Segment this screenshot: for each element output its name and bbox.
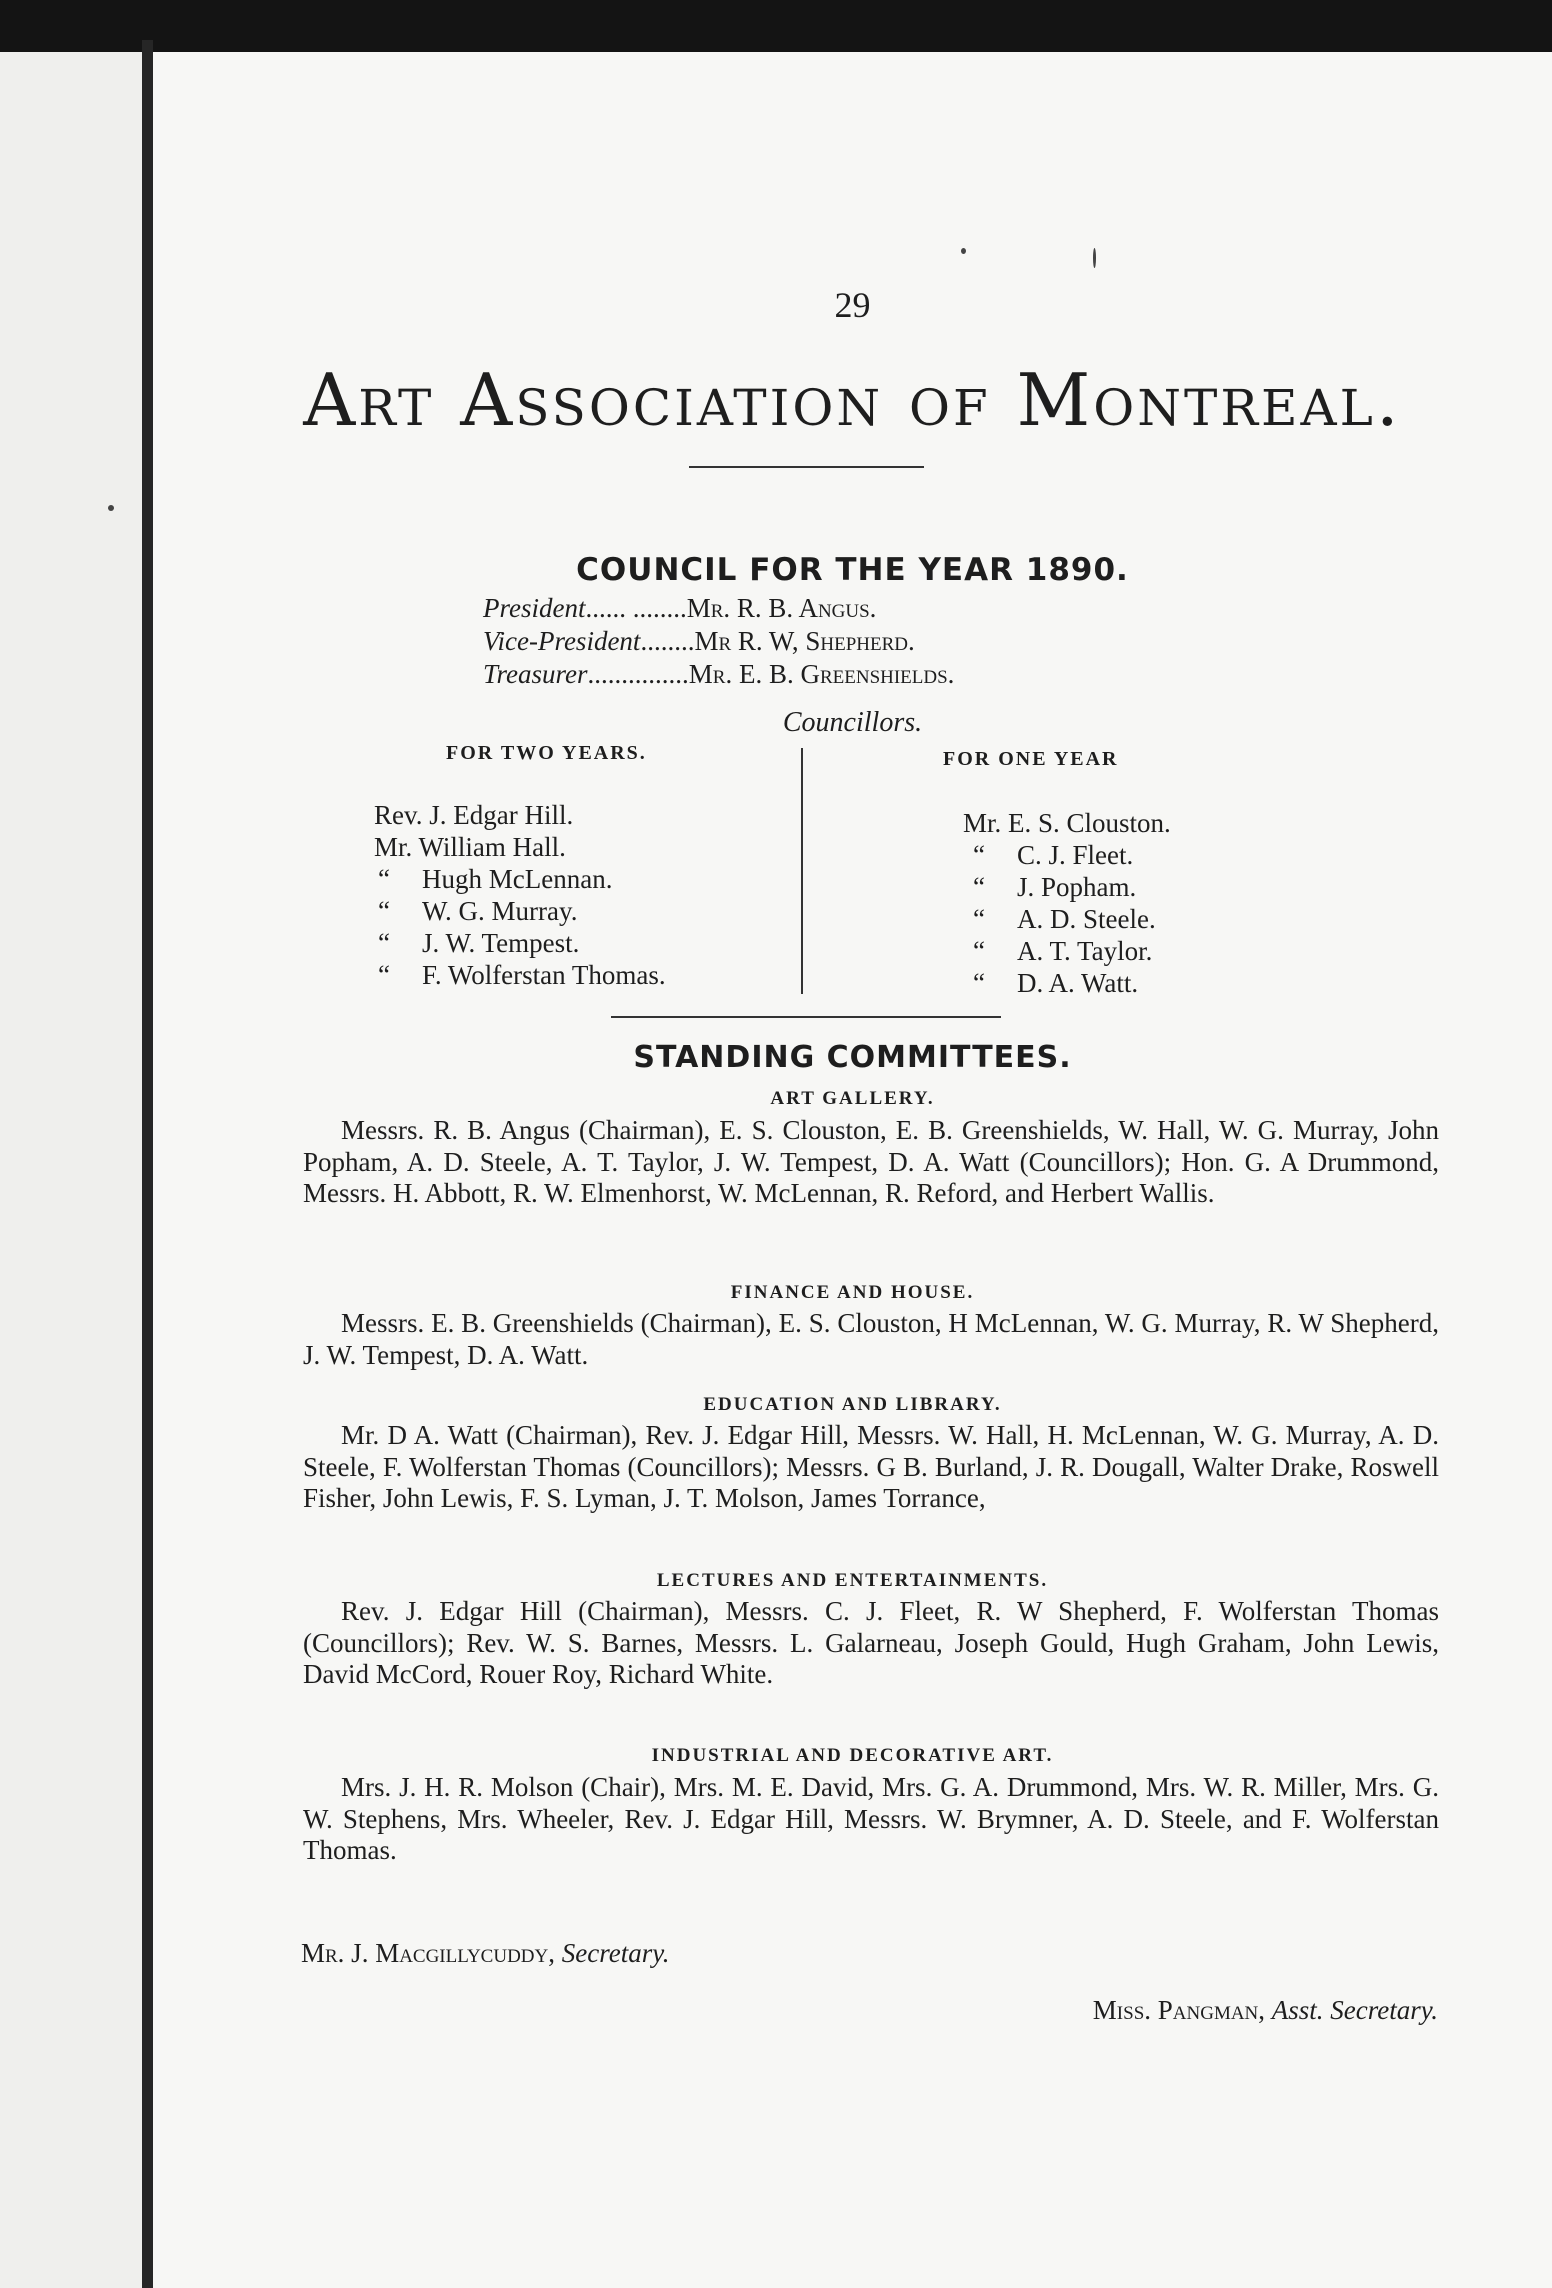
committee-heading-finance: FINANCE AND HOUSE. bbox=[730, 1282, 975, 1303]
facing-page-margin bbox=[0, 52, 148, 2288]
member-name: J. Popham. bbox=[1017, 872, 1137, 902]
officer-treasurer bbox=[483, 659, 954, 690]
ditto-mark: “ bbox=[378, 960, 390, 990]
member-name: Mr. William Hall. bbox=[374, 832, 566, 862]
ditto-mark: “ bbox=[378, 896, 390, 926]
officer-name: Mr. E. B. Greenshields. bbox=[688, 659, 955, 689]
title-rule bbox=[689, 466, 924, 468]
councillor-two-years bbox=[378, 864, 612, 895]
councillor-two-years bbox=[378, 928, 579, 959]
officer-vice-president bbox=[483, 626, 915, 657]
print-speck bbox=[108, 505, 114, 511]
dot-leader: ........ bbox=[640, 626, 695, 656]
councillors-label: Councillors. bbox=[782, 707, 923, 738]
councillor-one-year bbox=[973, 904, 1156, 935]
secretary-name: Mr. J. Macgillycuddy, bbox=[301, 1938, 555, 1968]
ditto-mark: “ bbox=[973, 968, 985, 998]
councillor-two-years bbox=[374, 832, 566, 863]
councillor-two-years bbox=[378, 960, 666, 991]
member-name: J. W. Tempest. bbox=[422, 928, 580, 958]
councillor-one-year bbox=[973, 840, 1133, 871]
committee-heading-lectures: LECTURES AND ENTERTAINMENTS. bbox=[656, 1570, 1049, 1591]
officer-role: Treasurer bbox=[483, 659, 588, 689]
ditto-mark: “ bbox=[973, 904, 985, 934]
councillor-one-year bbox=[973, 936, 1152, 967]
officer-role: President bbox=[483, 593, 586, 623]
member-name: F. Wolferstan Thomas. bbox=[422, 960, 666, 990]
one-year-heading: FOR ONE YEAR bbox=[943, 748, 1119, 770]
committee-members-lectures: Rev. J. Edgar Hill (Chairman), Messrs. C. J. Fleet, R. W Shepherd, F. Wolferstan Thomas (Councillors); Rev. W. S. Barnes, Messrs. L. Galarneau, Joseph Gould, Hugh Graham, John Lewis, David McCord, Rouer Roy, Richard White. bbox=[303, 1596, 1439, 1689]
secretary-title: Secretary. bbox=[561, 1938, 670, 1968]
councillor-two-years bbox=[374, 800, 573, 831]
two-years-heading: FOR TWO YEARS. bbox=[446, 742, 647, 764]
dot-leader: ...... ........ bbox=[585, 593, 687, 623]
ditto-mark: “ bbox=[378, 864, 390, 894]
page-title: Art Association of Montreal. bbox=[303, 358, 1402, 442]
binding-edge bbox=[142, 40, 153, 2288]
committee-heading-education: EDUCATION AND LIBRARY. bbox=[703, 1394, 1002, 1415]
dot-leader: ............... bbox=[587, 659, 689, 689]
committee-members-industrial: Mrs. J. H. R. Molson (Chair), Mrs. M. E. David, Mrs. G. A. Drummond, Mrs. W. R. Miller, Mrs. G. W. Stephens, Mrs. Wheeler, Rev. J. Edgar Hill, Messrs. W. Brymner, A. D. Steele, and F. Wolferstan Thomas. bbox=[303, 1772, 1439, 1865]
member-name: A. D. Steele. bbox=[1017, 904, 1156, 934]
committee-members-education: Mr. D A. Watt (Chairman), Rev. J. Edgar Hill, Messrs. W. Hall, H. McLennan, W. G. Murray, A. D. Steele, F. Wolferstan Thomas (Councillors); Messrs. G B. Burland, J. R. Dougall, Walter Drake, Roswell Fisher, John Lewis, F. S. Lyman, J. T. Molson, James Torrance, bbox=[303, 1420, 1439, 1513]
councillor-two-years bbox=[378, 896, 577, 927]
asst-secretary-line bbox=[838, 1995, 1438, 2026]
member-name: W. G. Murray. bbox=[422, 896, 578, 926]
ditto-mark: “ bbox=[973, 936, 985, 966]
asst-secretary-name: Miss. Pangman, bbox=[1092, 1995, 1266, 2025]
officer-name: Mr R. W, Shepherd. bbox=[694, 626, 915, 656]
secretary-line bbox=[301, 1938, 669, 1969]
member-name: Mr. E. S. Clouston. bbox=[963, 808, 1171, 838]
print-speck bbox=[961, 248, 966, 254]
asst-secretary-title: Asst. Secretary. bbox=[1271, 1995, 1438, 2025]
councillor-one-year bbox=[973, 968, 1138, 999]
member-name: D. A. Watt. bbox=[1017, 968, 1139, 998]
document-page bbox=[153, 52, 1552, 2288]
member-name: Rev. J. Edgar Hill. bbox=[374, 800, 574, 830]
councillor-one-year bbox=[973, 872, 1136, 903]
committee-members-finance: Messrs. E. B. Greenshields (Chairman), E. S. Clouston, H McLennan, W. G. Murray, R. W Shepherd, J. W. Tempest, D. A. Watt. bbox=[303, 1308, 1439, 1370]
ditto-mark: “ bbox=[973, 840, 985, 870]
committee-heading-industrial: INDUSTRIAL AND DECORATIVE ART. bbox=[651, 1745, 1054, 1766]
page-number: 29 bbox=[834, 285, 871, 325]
scan-top-border bbox=[0, 0, 1552, 52]
committee-heading-art-gallery: ART GALLERY. bbox=[770, 1088, 935, 1109]
officer-president bbox=[483, 593, 876, 624]
member-name: Hugh McLennan. bbox=[422, 864, 613, 894]
ditto-mark: “ bbox=[378, 928, 390, 958]
council-heading: COUNCIL FOR THE YEAR 1890. bbox=[576, 552, 1129, 588]
committee-members-art-gallery: Messrs. R. B. Angus (Chairman), E. S. Clouston, E. B. Greenshields, W. Hall, W. G. Murray, John Popham, A. D. Steele, A. T. Taylor, J. W. Tempest, D. A. Watt (Councillors); Hon. G. A Drummond, Messrs. H. Abbott, R. W. Elmenhorst, W. McLennan, R. Reford, and Herbert Wallis. bbox=[303, 1115, 1439, 1208]
councillor-one-year bbox=[963, 808, 1171, 839]
officer-role: Vice-President bbox=[483, 626, 641, 656]
print-speck bbox=[1093, 248, 1096, 268]
member-name: C. J. Fleet. bbox=[1017, 840, 1134, 870]
officer-name: Mr. R. B. Angus. bbox=[686, 593, 877, 623]
column-divider bbox=[801, 748, 803, 994]
ditto-mark: “ bbox=[973, 872, 985, 902]
standing-committees-heading: STANDING COMMITTEES. bbox=[633, 1040, 1072, 1075]
member-name: A. T. Taylor. bbox=[1017, 936, 1153, 966]
section-rule bbox=[611, 1016, 1001, 1018]
